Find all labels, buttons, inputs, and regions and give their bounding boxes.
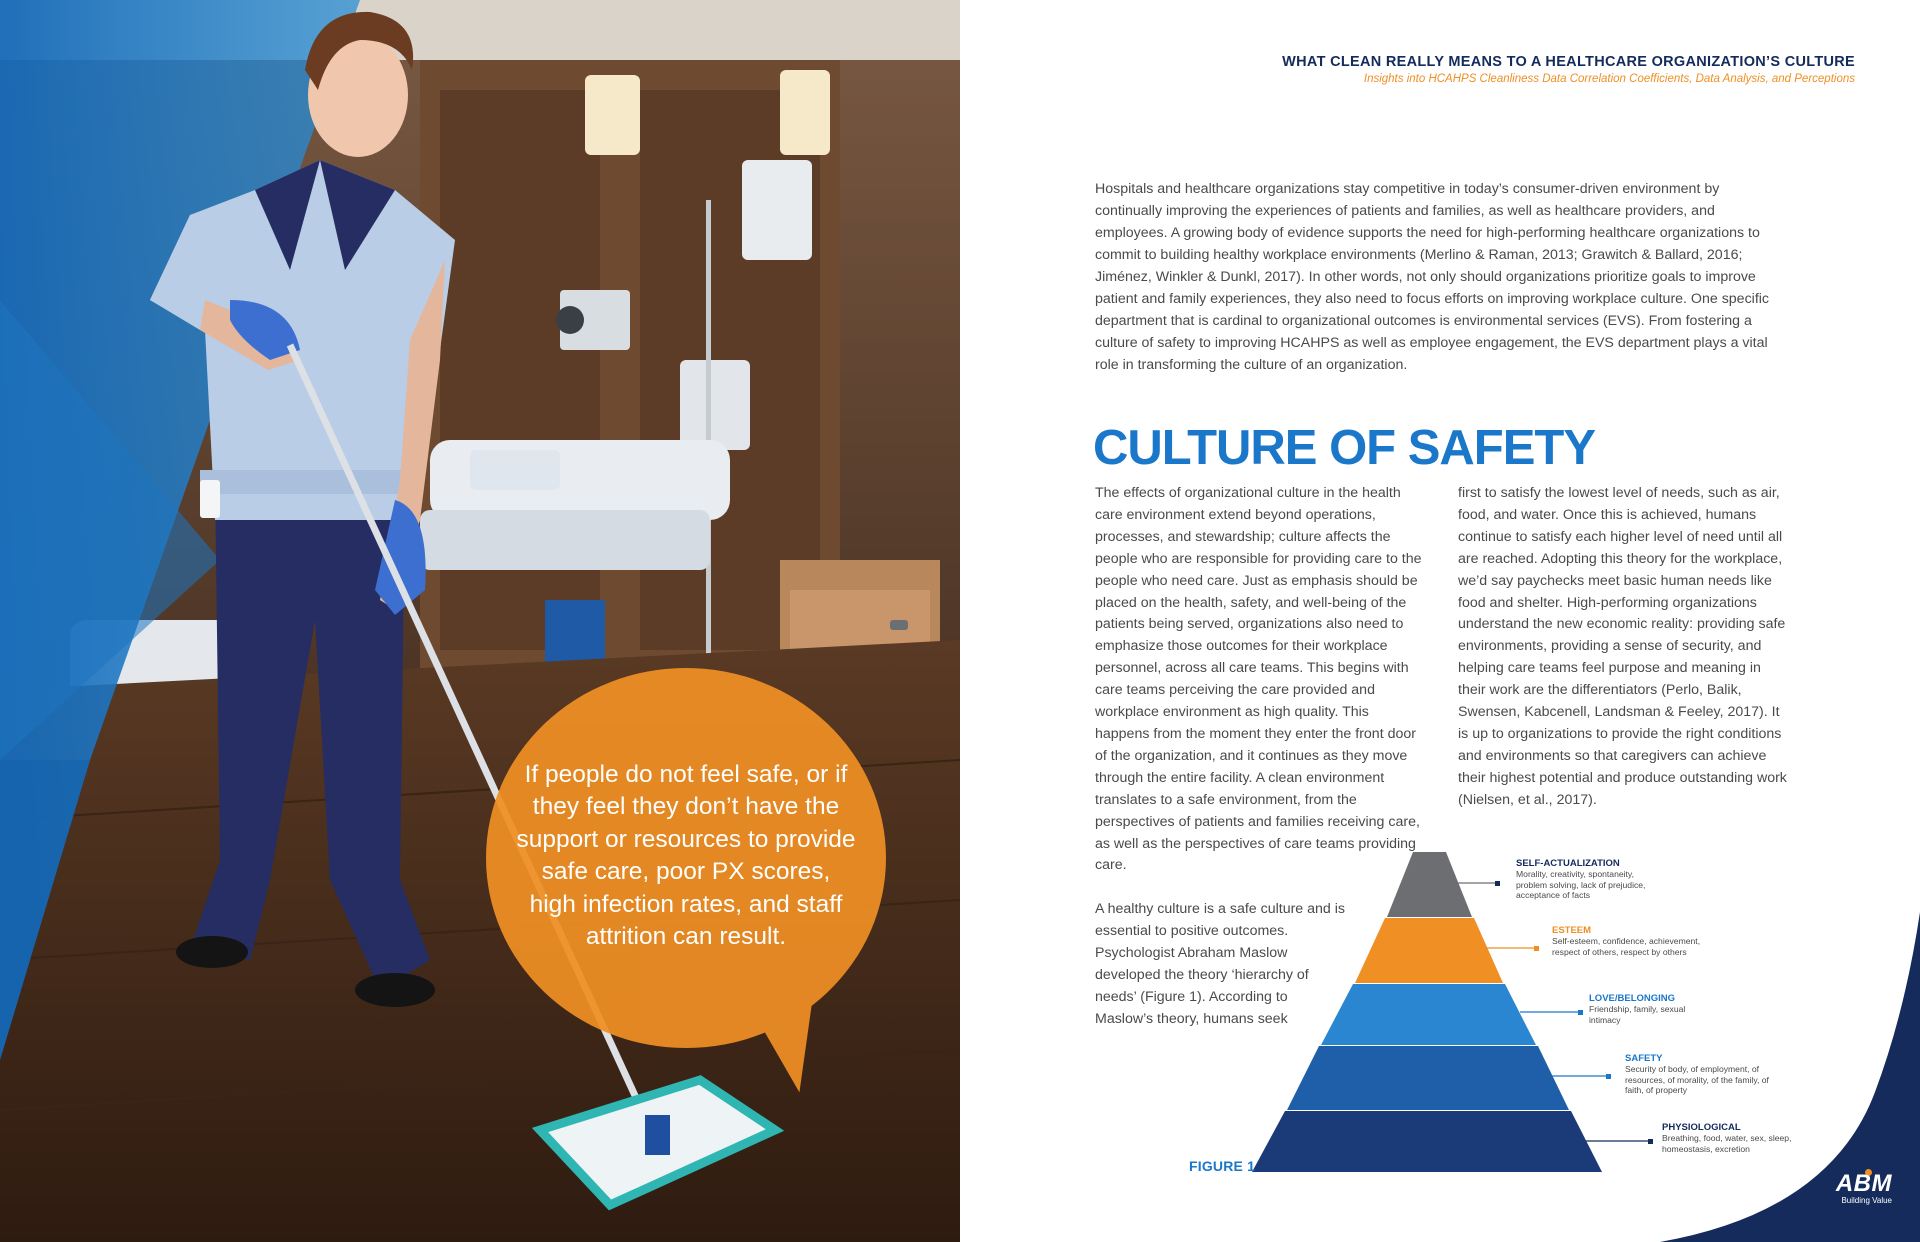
- pyramid-level-love-belonging: [1321, 984, 1536, 1045]
- section-heading: CULTURE OF SAFETY: [1093, 421, 1596, 475]
- document-subtitle: Insights into HCAHPS Cleanliness Data Correlation Coefficients, Data Analysis, and Perceptions: [1363, 73, 1855, 85]
- pyramid-label-love-belonging: LOVE/BELONGING Friendship, family, sexual intimacy: [1589, 993, 1686, 1025]
- pull-quote: If people do not feel safe, or if they feel they don’t have the support or resources to provide safe care, poor PX scores, high infection rates, and staff attrition can result.: [516, 760, 856, 950]
- column-1-paragraph-2: A healthy culture is a safe culture and is essential to positive outcomes. Psychologist Abraham Maslow developed the theory ‘hierarchy of needs’ (Figure 1). According to Maslow’s theory, humans seek: [1095, 901, 1345, 1027]
- pyramid-label-physiological: PHYSIOLOGICAL Breathing, food, water, sex, sleep, homeostasis, excretion: [1662, 1122, 1792, 1154]
- logo-wordmark: ABM: [1835, 1170, 1892, 1197]
- column-1-paragraph-1: The effects of organizational culture in the health care environment extend beyond operations, processes, and stewardship; culture affects the people who are responsible for providing care to the people who need care. Just as emphasis should be placed on the health, safety, and well-being of the patients being served, organizations also need to emphasize those outcomes for their workplace personnel, across all care teams. This begins with care teams perceiving the care provided and workplace environment as high quality. This happens from the moment they enter the front door of the organization, and it continues as they move through the entire facility. A clean environment translates to a safe environment, from the perspectives of patients and families receiving care, as well as the perspectives of care teams providing care.: [1095, 485, 1422, 874]
- pyramid-level-self-actualization: [1387, 852, 1472, 917]
- pyramid-level-safety: [1287, 1046, 1569, 1110]
- pyramid-label-esteem: ESTEEM Self-esteem, confidence, achievement, respect of others, respect by others: [1552, 925, 1701, 957]
- article-page: [960, 0, 1920, 1242]
- abm-logo: [1836, 1172, 1892, 1206]
- column-2-paragraph: first to satisfy the lowest level of needs, such as air, food, and water. Once this is achieved, humans continue to satisfy each higher level of need until all are reached. Adopting this theory for the workplace, we’d say paychecks meet basic human needs like food and shelter. High-performing organizations understand the new economic reality: providing safe environments, providing a sense of security, and helping care teams feel purpose and meaning in their work are the differentiators (Perlo, Balik, Swensen, Kabcenell, Landsman & Feeley, 2017). It is up to organizations to provide the right conditions and environments so that caregivers can achieve their highest potential and produce outstanding work (Nielsen, et al., 2017).: [1458, 485, 1787, 808]
- logo-tagline: Building Value: [1841, 1196, 1892, 1205]
- intro-paragraph: Hospitals and healthcare organizations stay competitive in today’s consumer-driven environment by continually improving the experiences of patients and families, as well as healthcare providers, and employees. A growing body of evidence supports the need for high-performing healthcare organizations to commit to building healthy workplace environments (Merlino & Raman, 2013; Grawitch & Ballard, 2016; Jiménez, Winkler & Dunkl, 2017). In other words, not only should organizations prioritize goals to improve patient and family experiences, they also need to focus efforts on improving workplace culture. One specific department that is cardinal to organizational outcomes is environmental services (EVS). From fostering a culture of safety to improving HCAHPS as well as employee engagement, the EVS department plays a vital role in transforming the culture of an organization.: [1095, 181, 1770, 373]
- pyramid-level-esteem: [1355, 918, 1503, 983]
- pyramid-level-physiological: [1252, 1111, 1602, 1172]
- pyramid-label-self-actualization: SELF-ACTUALIZATION Morality, creativity, spontaneity, problem solving, lack of prejudice, acceptance of facts: [1516, 858, 1646, 900]
- pyramid-label-safety: SAFETY Security of body, of employment, of resources, of morality, of the family, of faith, of property: [1625, 1053, 1769, 1095]
- document-title: WHAT CLEAN REALLY MEANS TO A HEALTHCARE ORGANIZATION’S CULTURE: [1282, 54, 1855, 70]
- figure-caption: FIGURE 1: [1189, 1158, 1256, 1174]
